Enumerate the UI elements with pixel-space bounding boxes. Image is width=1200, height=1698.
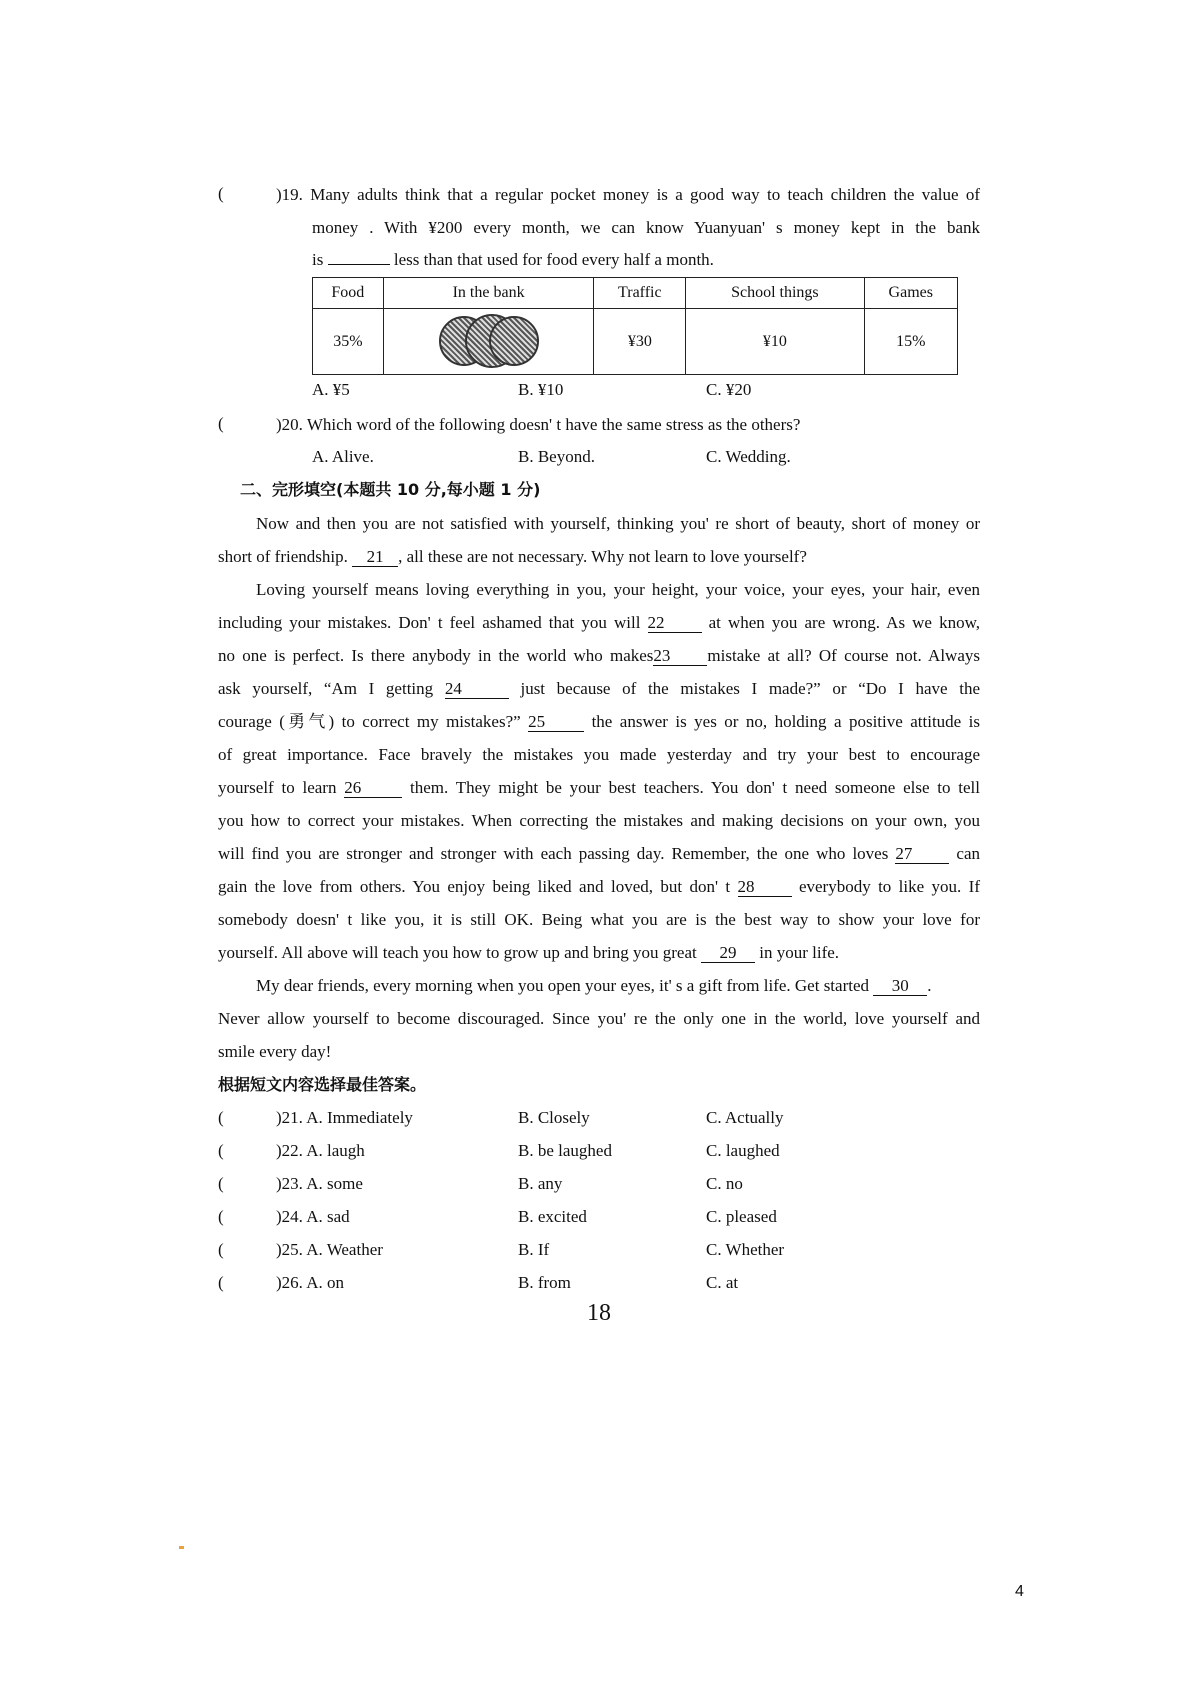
question-option-b: B. from — [518, 1273, 571, 1292]
question-option-a: )26. A. on — [276, 1273, 344, 1292]
passage-text: at when you are wrong. As we know, — [708, 613, 980, 632]
question-option-b: B. any — [518, 1174, 563, 1193]
q19-stem-line2: money . With ¥200 every month, we can know Yuanyuan' s money kept in the bank — [312, 218, 980, 237]
q19-option-a: A. ¥5 — [312, 380, 350, 399]
passage-text: yourself. All above will teach you how to grow up and bring you great — [218, 943, 697, 962]
passage-text: the answer is yes or no, holding a positive attitude is — [591, 712, 981, 731]
table-value-cell: 35% — [313, 309, 384, 375]
table-header-cell: Food — [313, 278, 384, 309]
q19-line3-rest: less than that used for food every half a month. — [393, 250, 714, 269]
answer-paren: ( — [218, 1240, 224, 1259]
passage-text: My dear friends, every morning when you open your eyes, it' s a gift from life. Get started — [256, 976, 870, 995]
passage-line: Now and then you are not satisfied with yourself, thinking you' re short of beauty, short of money or — [256, 514, 980, 533]
section-heading: 二、完形填空(本题共 10 分,每小题 1 分) — [240, 480, 541, 499]
q19-is-text: is — [312, 250, 324, 269]
passage-line — [218, 843, 980, 865]
orange-mark — [179, 1546, 184, 1549]
passage-line: Loving yourself means loving everything in you, your height, your voice, your eyes, your hair, even — [256, 580, 980, 599]
passage-text: in your life. — [759, 943, 840, 962]
blank-24: 24 — [445, 680, 509, 699]
passage-text: everybody to like you. If — [798, 877, 981, 896]
question-option-a: )23. A. some — [276, 1174, 363, 1193]
answer-paren: ( — [218, 1174, 224, 1193]
blank-23: 23 — [653, 647, 707, 666]
blank-29: 29 — [701, 944, 755, 963]
q20-option-b: B. Beyond. — [518, 447, 595, 466]
question-option-c: C. pleased — [706, 1207, 777, 1226]
answer-paren: ( — [218, 1141, 224, 1160]
answer-paren: ( — [218, 1108, 224, 1127]
passage-line: Never allow yourself to become discouraged. Since you' re the only one in the world, love yourself and — [218, 1009, 980, 1028]
passage-text: no one is perfect. Is there anybody in the world who makes — [218, 646, 654, 665]
pocket-money-table — [312, 277, 958, 375]
passage-text: mistake at all? Of course not. Always — [707, 646, 980, 665]
passage-line — [218, 678, 980, 700]
table-value-cell: ¥30 — [594, 309, 686, 375]
passage-text: , all these are not necessary. Why not learn to love yourself? — [398, 547, 807, 566]
question-option-c: C. at — [706, 1273, 739, 1292]
question-option-a: )24. A. sad — [276, 1207, 350, 1226]
table-header-cell: School things — [686, 278, 864, 309]
passage-line — [218, 645, 980, 667]
question-option-c: C. Whether — [706, 1240, 785, 1259]
q19-stem-line1: )19. Many adults think that a regular pocket money is a good way to teach children the value of — [276, 185, 980, 204]
table-header-cell: Traffic — [594, 278, 686, 309]
passage-text: can — [956, 844, 981, 863]
q20-option-a: A. Alive. — [312, 447, 374, 466]
instruction-text: 根据短文内容选择最佳答案。 — [218, 1075, 427, 1094]
question-option-a: )21. A. Immediately — [276, 1108, 413, 1127]
q20-stem: )20. Which word of the following doesn' t have the same stress as the others? — [276, 415, 801, 434]
question-option-c: C. Actually — [706, 1108, 784, 1127]
blank-28: 28 — [738, 878, 792, 897]
question-option-a: )22. A. laugh — [276, 1141, 365, 1160]
blank-25: 25 — [528, 713, 584, 732]
q19-stem-line3 — [312, 249, 714, 271]
passage-line — [218, 546, 807, 568]
answer-paren-20: ( — [218, 414, 224, 433]
blank-21: 21 — [352, 548, 398, 567]
passage-text: gain the love from others. You enjoy being liked and loved, but don' t — [218, 877, 731, 896]
question-option-a: )25. A. Weather — [276, 1240, 383, 1259]
passage-line: somebody doesn' t like you, it is still OK. Being what you are is the best way to show your love for — [218, 910, 980, 929]
table-value-cell: ¥10 — [686, 309, 864, 375]
blank-27: 27 — [895, 845, 949, 864]
table-header-cell: Games — [864, 278, 957, 309]
page-number-center: 18 — [587, 1300, 611, 1326]
passage-line — [218, 876, 980, 898]
q20-option-c: C. Wedding. — [706, 447, 791, 466]
passage-line — [218, 777, 980, 799]
question-option-b: B. excited — [518, 1207, 587, 1226]
passage-text: . — [927, 976, 932, 995]
passage-text: courage (勇气) to correct my mistakes?” — [218, 712, 521, 731]
page-number-corner: 4 — [1015, 1583, 1024, 1600]
passage-line: you how to correct your mistakes. When correcting the mistakes and making decisions on your own, you — [218, 811, 980, 830]
question-option-b: B. Closely — [518, 1108, 590, 1127]
passage-line: smile every day! — [218, 1042, 332, 1061]
answer-paren-19: ( — [218, 184, 224, 203]
coins-icon — [437, 310, 541, 368]
passage-text: yourself to learn — [218, 778, 337, 797]
passage-line — [256, 975, 932, 997]
passage-text: short of friendship. — [218, 547, 348, 566]
q19-option-c: C. ¥20 — [706, 380, 752, 399]
q19-answer-blank — [328, 264, 390, 265]
blank-30: 30 — [873, 977, 927, 996]
question-option-c: C. laughed — [706, 1141, 780, 1160]
question-option-b: B. If — [518, 1240, 550, 1259]
passage-text: them. They might be your best teachers. You don' t need someone else to tell — [410, 778, 981, 797]
passage-text: including your mistakes. Don' t feel ashamed that you will — [218, 613, 641, 632]
table-value-cell: 15% — [864, 309, 957, 375]
coins-cell — [383, 309, 594, 375]
passage-line — [218, 612, 980, 634]
q19-option-b: B. ¥10 — [518, 380, 564, 399]
passage-line: of great importance. Face bravely the mistakes you made yesterday and try your best to encourage — [218, 745, 980, 764]
question-option-c: C. no — [706, 1174, 743, 1193]
passage-line — [218, 711, 980, 733]
blank-22: 22 — [648, 614, 702, 633]
table-header-cell: In the bank — [383, 278, 594, 309]
passage-text: just because of the mistakes I made?” or “Do I have the — [520, 679, 980, 698]
blank-26: 26 — [344, 779, 402, 798]
question-option-b: B. be laughed — [518, 1141, 612, 1160]
passage-text: will find you are stronger and stronger with each passing day. Remember, the one who loves — [218, 844, 889, 863]
passage-text: ask yourself, “Am I getting — [218, 679, 434, 698]
answer-paren: ( — [218, 1207, 224, 1226]
answer-paren: ( — [218, 1273, 224, 1292]
passage-line — [218, 942, 839, 964]
